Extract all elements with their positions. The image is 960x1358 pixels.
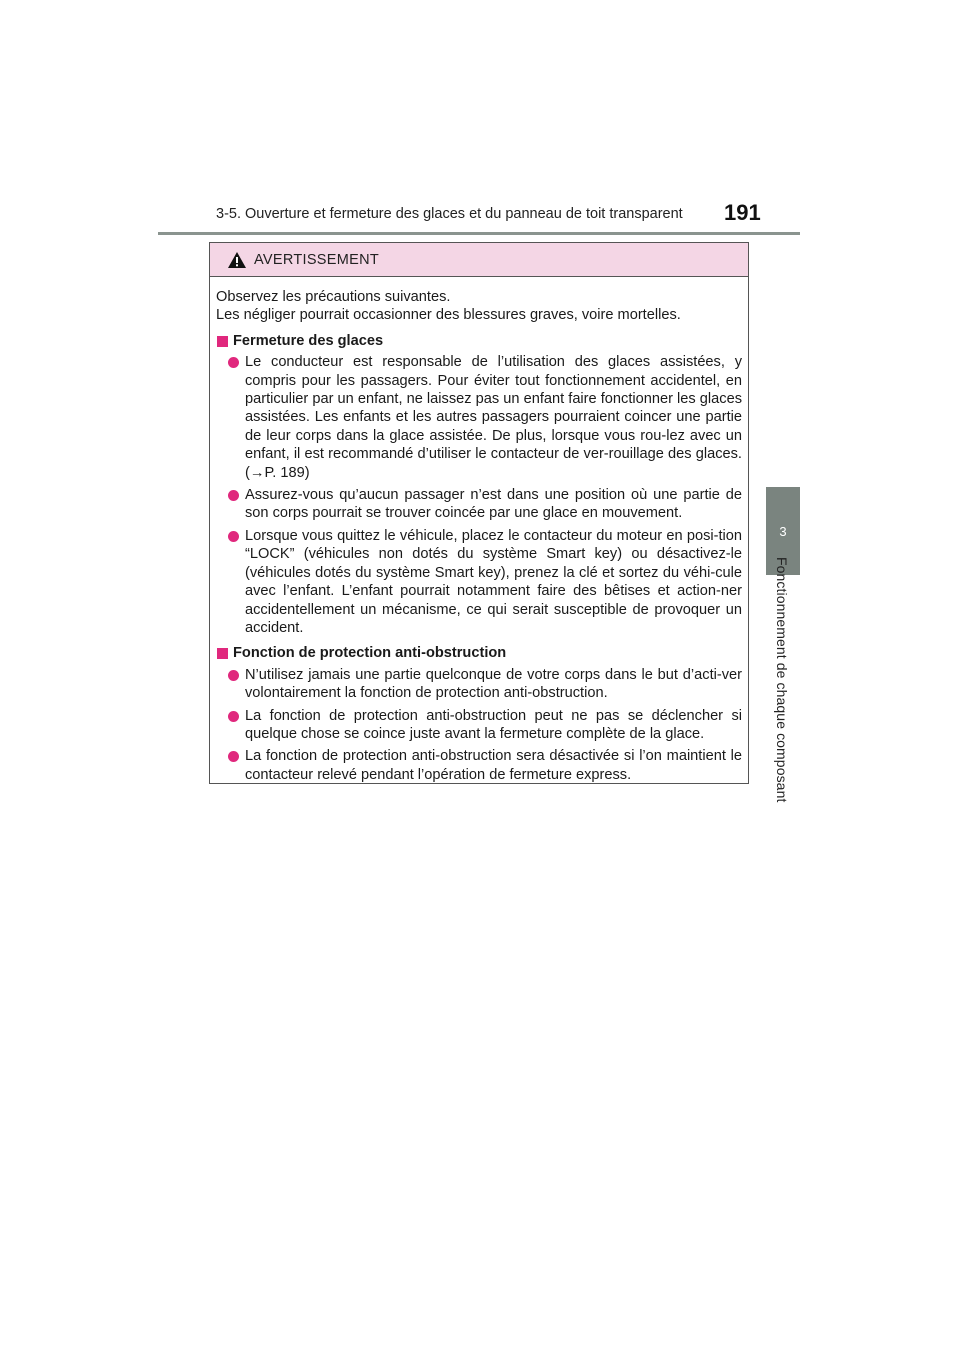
list-item-text: Le conducteur est responsable de l’utilisation des glaces assistées, y compris pour les passagers. Pour éviter tout fonctionnement accidentel, en particulier par un enfant, ne laissez pas un enfant faire fonctionner les glaces assistées. Les enfants et les autres passagers pourraient coincer une partie de leur corps dans la glace assistée. De plus, lorsque vous rou-lez avec un enfant, il est recommandé d’utiliser le contacteur de ver-rouillage des glaces. (→P. 189) bbox=[245, 354, 742, 481]
list-item bbox=[227, 666, 742, 703]
warning-intro bbox=[216, 288, 742, 325]
section-title: 3-5. Ouverture et fermeture des glaces et du panneau de toit transparent bbox=[216, 206, 683, 222]
list-item bbox=[227, 527, 742, 637]
list-item-text: La fonction de protection anti-obstruction peut ne pas se déclencher si quelque chose se coince juste avant la fermeture complète de la glace. bbox=[245, 707, 742, 742]
square-bullet-icon bbox=[217, 336, 228, 347]
warning-box bbox=[209, 242, 749, 784]
list-item bbox=[227, 747, 742, 784]
bullet-dot-icon bbox=[228, 711, 239, 722]
list-item-text: Lorsque vous quittez le véhicule, placez le contacteur du moteur en posi-tion “LOCK” (véhicules non dotés du système Smart key) ou désactivez-le (véhicules dotés du système Smart key), prenez la clé et sortez du véhi-cule avec l’enfant. L’enfant pourrait notamment faire des bêtises et action-ner accidentellement un mécanisme, ce qui serait susceptible de provoquer un accident. bbox=[245, 527, 742, 636]
list-item bbox=[227, 486, 742, 523]
section-heading-text: Fonction de protection anti-obstruction bbox=[233, 645, 507, 662]
section-heading bbox=[216, 332, 742, 350]
warning-triangle-icon bbox=[227, 251, 247, 269]
page-number: 191 bbox=[724, 200, 761, 225]
warning-title: AVERTISSEMENT bbox=[254, 251, 380, 268]
square-bullet-icon bbox=[217, 648, 228, 659]
warning-body bbox=[210, 277, 748, 784]
warning-header bbox=[210, 243, 748, 277]
section-heading-text: Fermeture des glaces bbox=[233, 332, 384, 349]
chapter-label: Fonctionnement de chaque composant bbox=[774, 557, 790, 803]
bullet-dot-icon bbox=[228, 490, 239, 501]
intro-line: Observez les précautions suivantes. bbox=[216, 289, 451, 305]
list-item-text: Assurez-vous qu’aucun passager n’est dans une position où une partie de son corps pourrait se trouver coincée par une glace en mouvement. bbox=[245, 487, 742, 522]
section-heading bbox=[216, 644, 742, 662]
header-divider bbox=[158, 232, 800, 235]
list-item-text: N’utilisez jamais une partie quelconque de votre corps dans le but d’acti-ver volontairement la fonction de protection anti-obstruction. bbox=[245, 666, 742, 702]
bullet-dot-icon bbox=[228, 531, 239, 542]
bullet-dot-icon bbox=[228, 357, 239, 368]
list-item bbox=[227, 707, 742, 744]
intro-line: Les négliger pourrait occasionner des blessures graves, voire mortelles. bbox=[216, 307, 681, 324]
chapter-label-container bbox=[770, 550, 794, 810]
list-item bbox=[227, 353, 742, 482]
bullet-dot-icon bbox=[228, 670, 239, 681]
list-item-text: La fonction de protection anti-obstruction sera désactivée si l’on maintient le contacteur relevé pendant l’opération de fermeture express. bbox=[245, 748, 742, 783]
bullet-dot-icon bbox=[228, 751, 239, 762]
chapter-number: 3 bbox=[779, 523, 787, 539]
